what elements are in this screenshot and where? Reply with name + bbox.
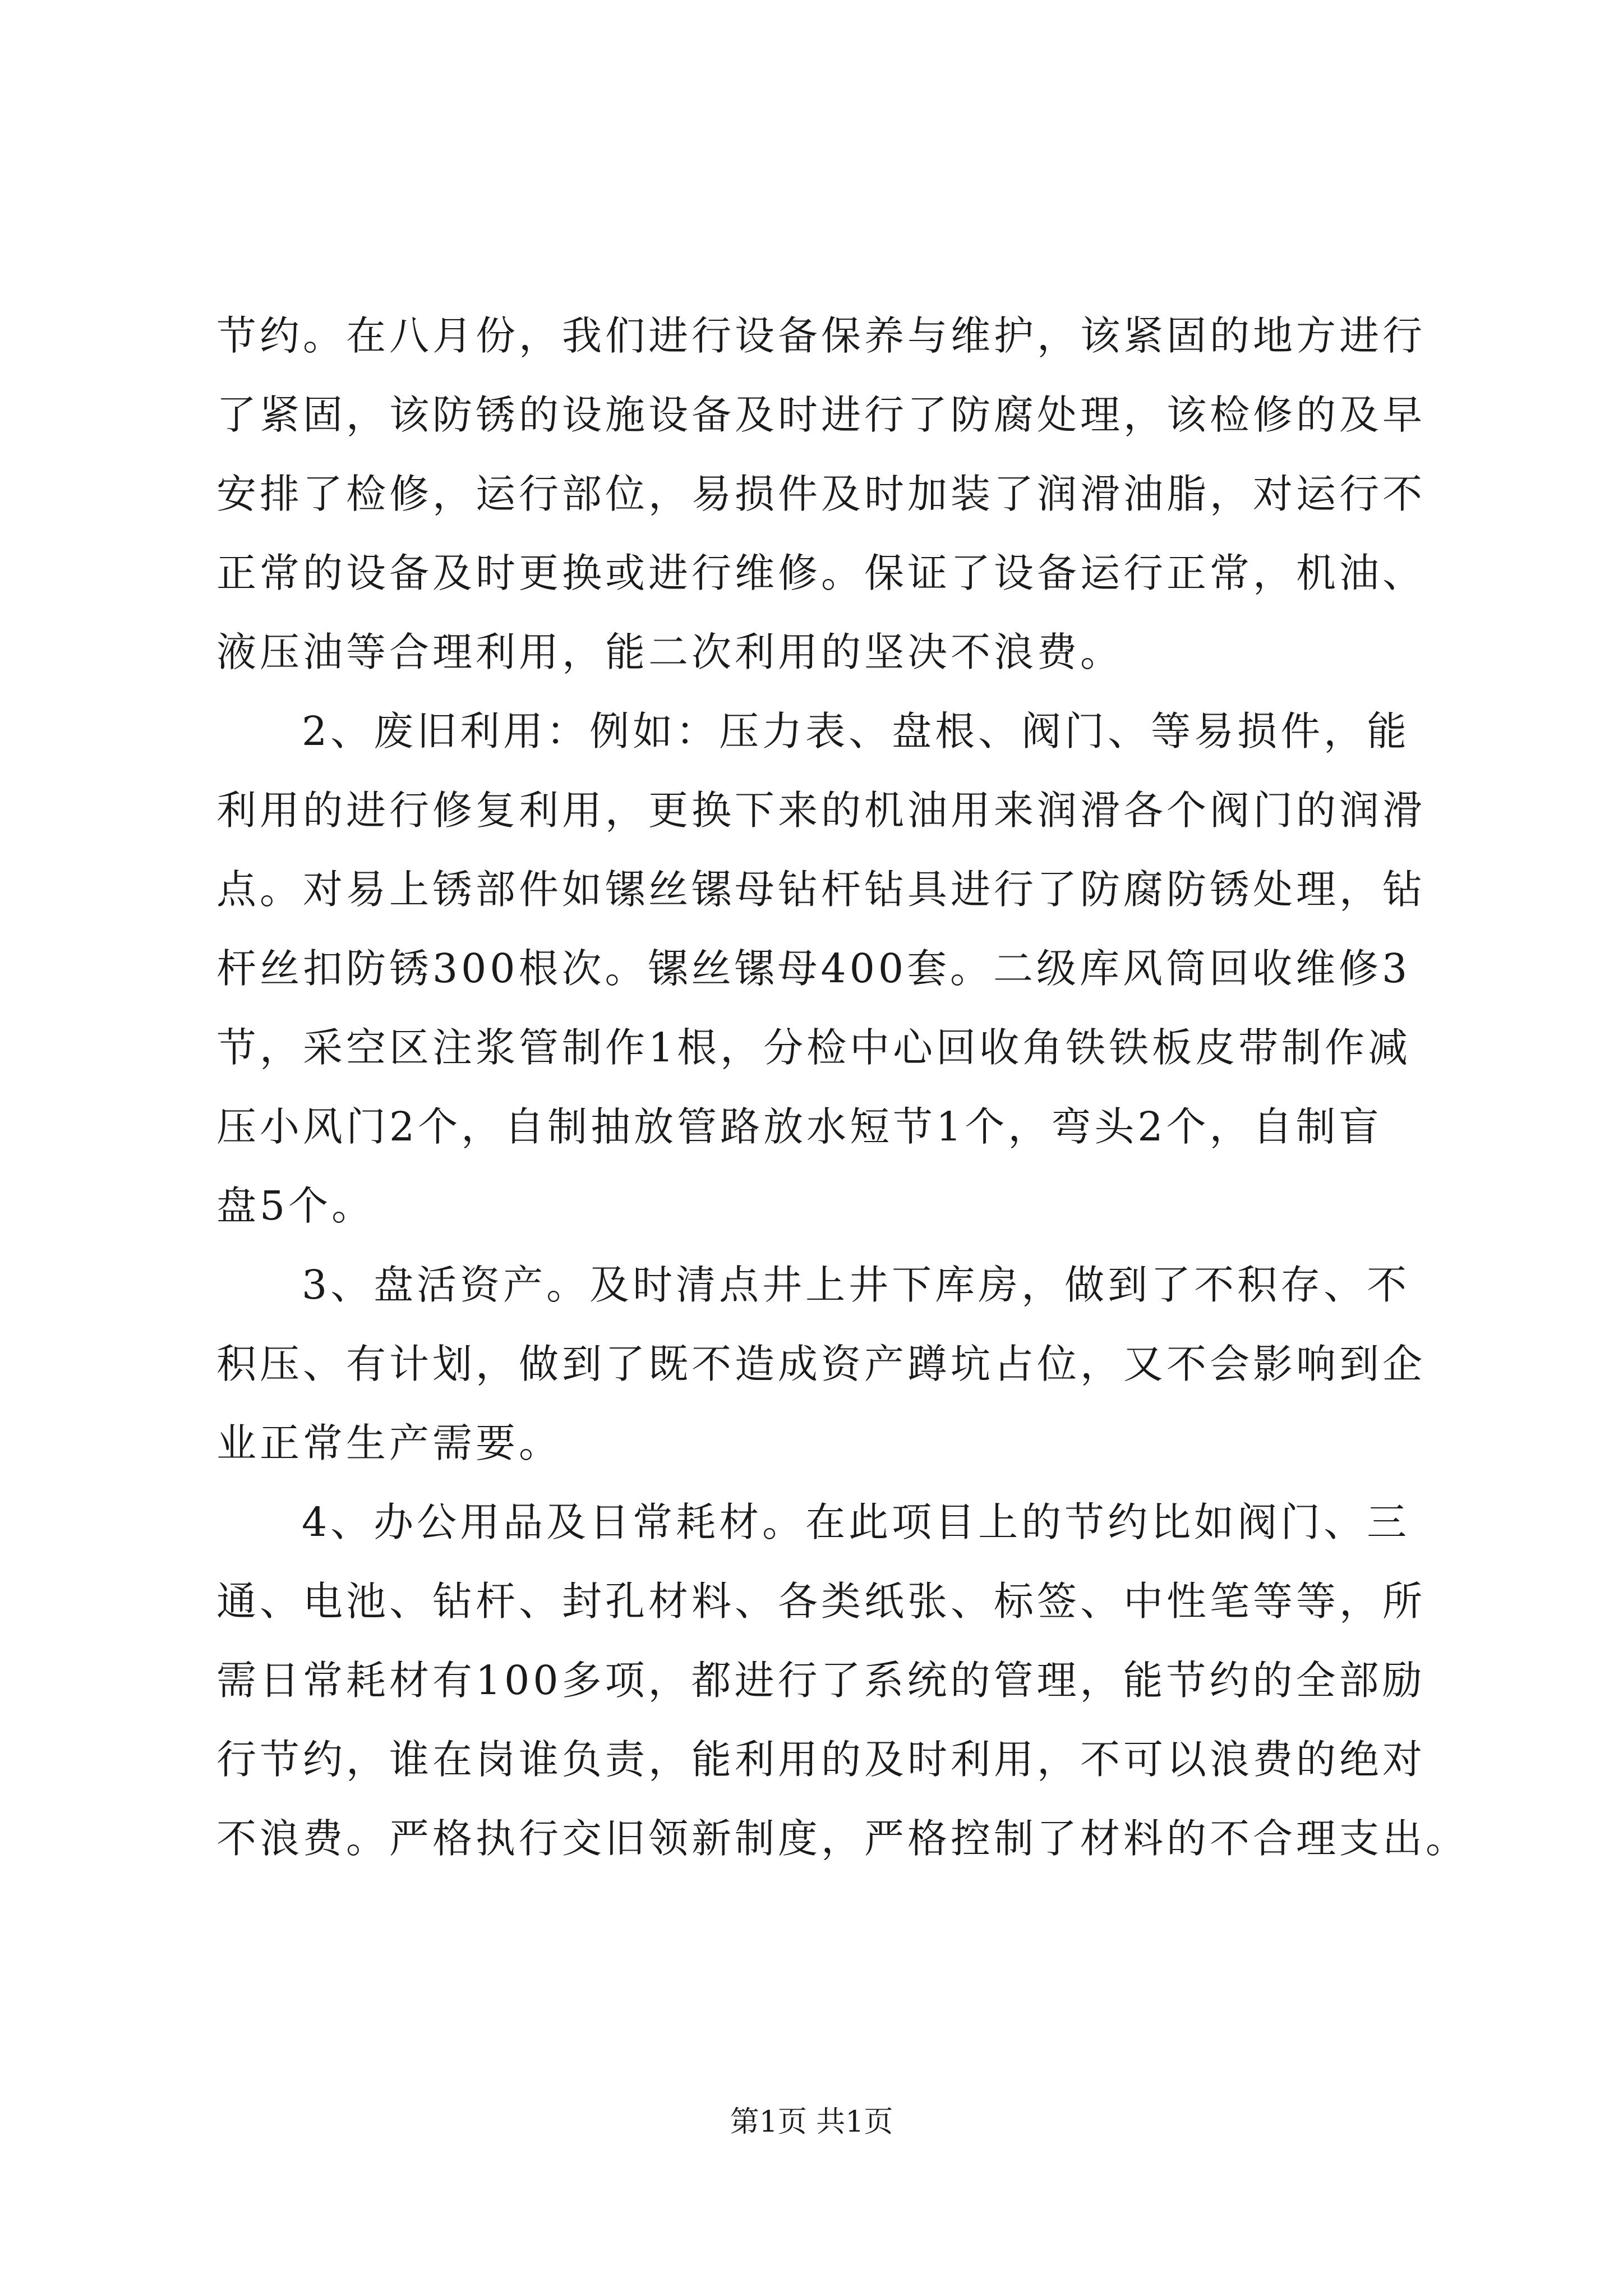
paragraph-start-line: 4、办公用品及日常耗材。在此项目上的节约比如阀门、三 <box>302 1499 1410 1545</box>
text-line: 行节约，谁在岗谁负责，能利用的及时利用，不可以浪费的绝对 <box>216 1736 1426 1783</box>
document-body <box>216 296 1469 1878</box>
paragraph-start-line: 2、废旧利用：例如：压力表、盘根、阀门、等易损件，能 <box>302 708 1410 754</box>
text-line: 需日常耗材有100多项，都进行了系统的管理，能节约的全部励 <box>216 1657 1426 1704</box>
text-line: 点。对易上锈部件如镙丝镙母钻杆钻具进行了防腐防锈处理，钻 <box>216 866 1426 913</box>
page-number: 第1页 共1页 <box>730 2105 893 2139</box>
text-line: 不浪费。严格执行交旧领新制度，严格控制了材料的不合理支出。 <box>216 1815 1469 1862</box>
text-line: 通、电池、钻杆、封孔材料、各类纸张、标签、中性笔等等，所 <box>216 1578 1426 1625</box>
text-line: 杆丝扣防锈300根次。镙丝镙母400套。二级库风筒回收维修3 <box>216 945 1411 992</box>
text-line: 节，采空区注浆管制作1根，分检中心回收角铁铁板皮带制作减 <box>216 1024 1412 1071</box>
text-line: 节约。在八月份，我们进行设备保养与维护，该紧固的地方进行 <box>216 312 1426 359</box>
text-line: 压小风门2个，自制抽放管路放水短节1个，弯头2个，自制盲 <box>216 1103 1382 1150</box>
text-line: 安排了检修，运行部位，易损件及时加装了润滑油脂，对运行不 <box>216 471 1426 517</box>
text-line: 盘5个。 <box>216 1182 375 1229</box>
text-line: 了紧固，该防锈的设施设备及时进行了防腐处理，该检修的及早 <box>216 392 1426 438</box>
text-line: 积压、有计划，做到了既不造成资产蹲坑占位，又不会影响到企 <box>216 1341 1426 1387</box>
paragraph-start-line: 3、盘活资产。及时清点井上井下库房，做到了不积存、不 <box>302 1262 1410 1308</box>
text-line: 利用的进行修复利用，更换下来的机油用来润滑各个阀门的润滑 <box>216 787 1426 834</box>
text-line: 液压油等合理利用，能二次利用的坚决不浪费。 <box>216 629 1124 675</box>
text-line: 业正常生产需要。 <box>216 1420 562 1466</box>
page-footer <box>0 2098 1623 2140</box>
text-line: 正常的设备及时更换或进行维修。保证了设备运行正常，机油、 <box>216 550 1426 596</box>
